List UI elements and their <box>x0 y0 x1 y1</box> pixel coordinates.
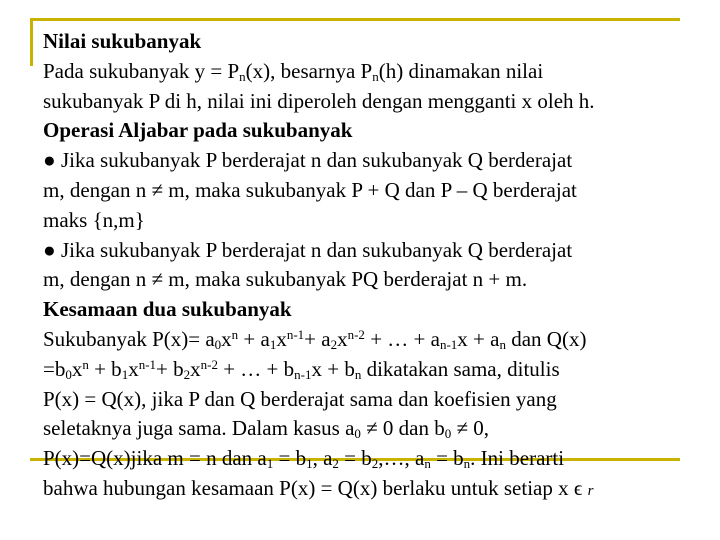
operasi-bullet-2-line-1: ● Jika sukubanyak P berderajat n dan sukubanyak Q berderajat <box>43 237 573 262</box>
slide-top-rule <box>30 18 680 21</box>
operasi-bullet-1-line-3: maks {n,m} <box>43 207 145 232</box>
nilai-line-1: Pada sukubanyak $y = P_n(x)$, besarnya $P_n(h)$ dinamakan nilai <box>43 58 544 84</box>
slide-left-rule <box>30 18 33 66</box>
kesamaan-line-5: P(x)=Q(x)jika m = n dan $a_1 = b_1$, $a_2$ = $b_2,\dots$, $a_n = b_n$. Ini berarti <box>43 446 565 472</box>
kesamaan-line-6: bahwa hubungan kesamaan P(x) = Q(x) berlaku untuk setiap x ϵ r <box>43 475 594 500</box>
kesamaan-line-1: Sukubanyak $P(x)= a_0x^n + a_1x^{n-1}+ a_2x^{n-2}$ + … + $a_{n-1}x + a_n$ dan Q(x) <box>43 326 587 352</box>
operasi-bullet-2-line-2: m, dengan n ≠ m, maka sukubanyak PQ berderajat n + m. <box>43 267 528 292</box>
kesamaan-line-2: $=b_0x^n + b_1x^{n-1}+ b_2x^{n-2}$ + … + $b_{n-1}x + b_n$ dikatakan sama, ditulis <box>43 356 560 382</box>
bullet-icon: ● <box>43 148 56 173</box>
operasi-bullet-1-line-2: m, dengan n ≠ m, maka sukubanyak P + Q dan P – Q berderajat <box>43 177 577 202</box>
slide-body <box>43 27 693 507</box>
heading-nilai: Nilai sukubanyak <box>43 29 202 53</box>
heading-operasi: Operasi Aljabar pada sukubanyak <box>43 118 353 143</box>
kesamaan-line-3: P(x) = Q(x), jika P dan Q berderajat sama dan koefisien yang <box>43 386 557 411</box>
operasi-bullet-1-line-1: ● Jika sukubanyak P berderajat n dan sukubanyak Q berderajat <box>43 148 573 173</box>
kesamaan-line-4: seletaknya juga sama. Dalam kasus $a_0 \ne 0$ dan $b_0 \ne 0$, <box>43 416 490 442</box>
nilai-line-2: sukubanyak P di h, nilai ini diperoleh dengan mengganti x oleh h. <box>43 88 595 113</box>
real-set-symbol: r <box>587 482 594 499</box>
bullet-icon: ● <box>43 237 56 262</box>
heading-kesamaan: Kesamaan dua sukubanyak <box>43 297 292 322</box>
